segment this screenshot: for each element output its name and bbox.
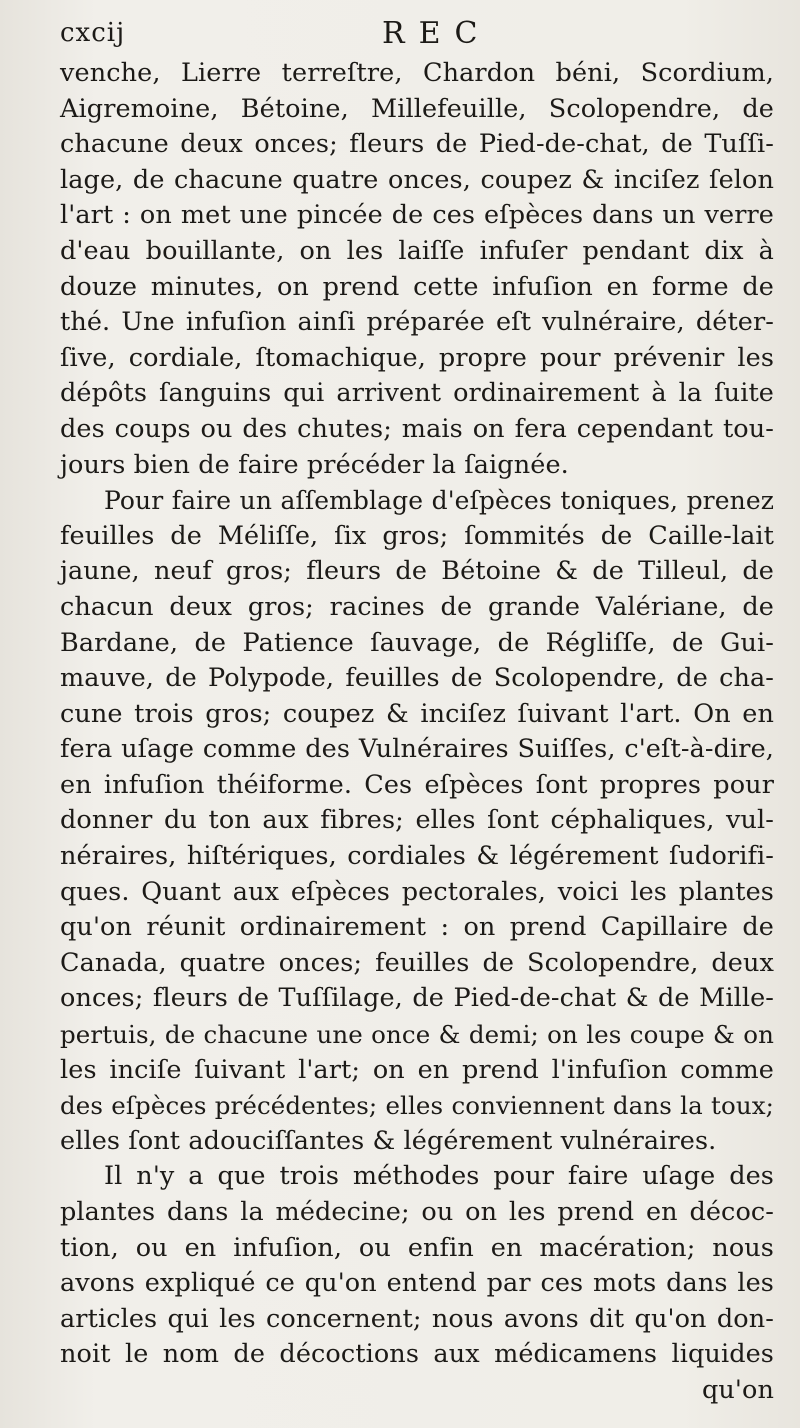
text-line: tion, ou en infuſion, ou enfin en macération; nous bbox=[60, 1232, 774, 1263]
body-text bbox=[60, 56, 774, 1409]
text-line: plantes dans la médecine; ou on les prend en décoc- bbox=[60, 1197, 774, 1227]
text-line: l'art : on met une pincée de ces eſpèces dans un verre bbox=[60, 200, 774, 231]
text-line: mauve, de Polypode, feuilles de Scolopendre, de cha- bbox=[60, 663, 774, 694]
text-line: fera uſage comme des Vulnéraires Suiſſes, c'eſt-à-dire, bbox=[60, 734, 774, 765]
text-line: qu'on réunit ordinairement : on prend Capillaire de bbox=[60, 912, 774, 943]
text-line: avons expliqué ce qu'on entend par ces mots dans les bbox=[60, 1268, 774, 1299]
text-line: des coups ou des chutes; mais on fera cependant tou- bbox=[60, 413, 774, 444]
text-line: ſive, cordiale, ſtomachique, propre pour prévenir les bbox=[60, 342, 774, 373]
text-line: feuilles de Méliſſe, ſix gros; ſommités de Caille-lait bbox=[60, 520, 774, 551]
text-line: chacune deux onces; fleurs de Pied-de-chat, de Tuſſi- bbox=[60, 129, 774, 160]
text-line: Bardane, de Patience ſauvage, de Régliſſe, de Gui- bbox=[60, 627, 774, 658]
text-line: jaune, neuf gros; fleurs de Bétoine & de Tilleul, de bbox=[60, 556, 774, 587]
text-line: Aigremoine, Bétoine, Millefeuille, Scolopendre, de bbox=[60, 93, 774, 124]
paragraph-start-line: Pour faire un aſſemblage d'eſpèces toniques, prenez bbox=[104, 486, 774, 516]
text-line: venche, Lierre terreſtre, Chardon béni, Scordium, bbox=[60, 58, 774, 88]
paragraph-end-line: jours bien de faire précéder la ſaignée. bbox=[60, 449, 569, 480]
text-line: articles qui les concernent; nous avons dit qu'on don- bbox=[60, 1303, 774, 1334]
text-line: Canada, quatre onces; feuilles de Scolopendre, deux bbox=[60, 947, 774, 978]
text-line: onces; fleurs de Tuſſilage, de Pied-de-chat & de Mille- bbox=[60, 983, 774, 1014]
text-line: ques. Quant aux eſpèces pectorales, voici les plantes bbox=[60, 876, 774, 907]
text-line: cune trois gros; coupez & inciſez ſuivant l'art. On en bbox=[60, 698, 774, 729]
text-line: néraires, hiſtériques, cordiales & légérement ſudorifi- bbox=[60, 841, 774, 872]
page-header bbox=[60, 10, 774, 56]
text-line: douze minutes, on prend cette infuſion en forme de bbox=[60, 271, 774, 302]
running-head: REC bbox=[382, 16, 492, 51]
paragraph-end-line: elles ſont adouciſſantes & légérement vulnéraires. bbox=[60, 1125, 717, 1156]
text-line: noit le nom de décoctions aux médicamens liquides bbox=[60, 1339, 774, 1370]
text-line: chacun deux gros; racines de grande Valériane, de bbox=[60, 591, 774, 622]
paragraph-start-line: Il n'y a que trois méthodes pour faire uſage des bbox=[104, 1161, 774, 1192]
text-line: donner du ton aux fibres; elles ſont céphaliques, vul- bbox=[60, 805, 774, 836]
text-line: des eſpèces précédentes; elles conviennent dans la toux; bbox=[60, 1091, 774, 1121]
text-line: thé. Une infuſion ainſi préparée eſt vulnéraire, déter- bbox=[60, 307, 774, 338]
text-line: pertuis, de chacune une once & demi; on les coupe & on bbox=[60, 1020, 774, 1050]
text-line: lage, de chacune quatre onces, coupez & inciſez ſelon bbox=[60, 164, 774, 195]
text-line: d'eau bouillante, on les laiſſe infuſer pendant dix à bbox=[60, 235, 774, 266]
text-line: les inciſe ſuivant l'art; on en prend l'infuſion comme bbox=[60, 1054, 774, 1085]
text-line: en infuſion théiforme. Ces eſpèces ſont propres pour bbox=[60, 769, 774, 800]
page-number: cxcij bbox=[60, 18, 126, 48]
catchword: qu'on bbox=[701, 1374, 774, 1405]
text-line: dépôts ſanguins qui arrivent ordinairement à la ſuite bbox=[60, 378, 774, 409]
